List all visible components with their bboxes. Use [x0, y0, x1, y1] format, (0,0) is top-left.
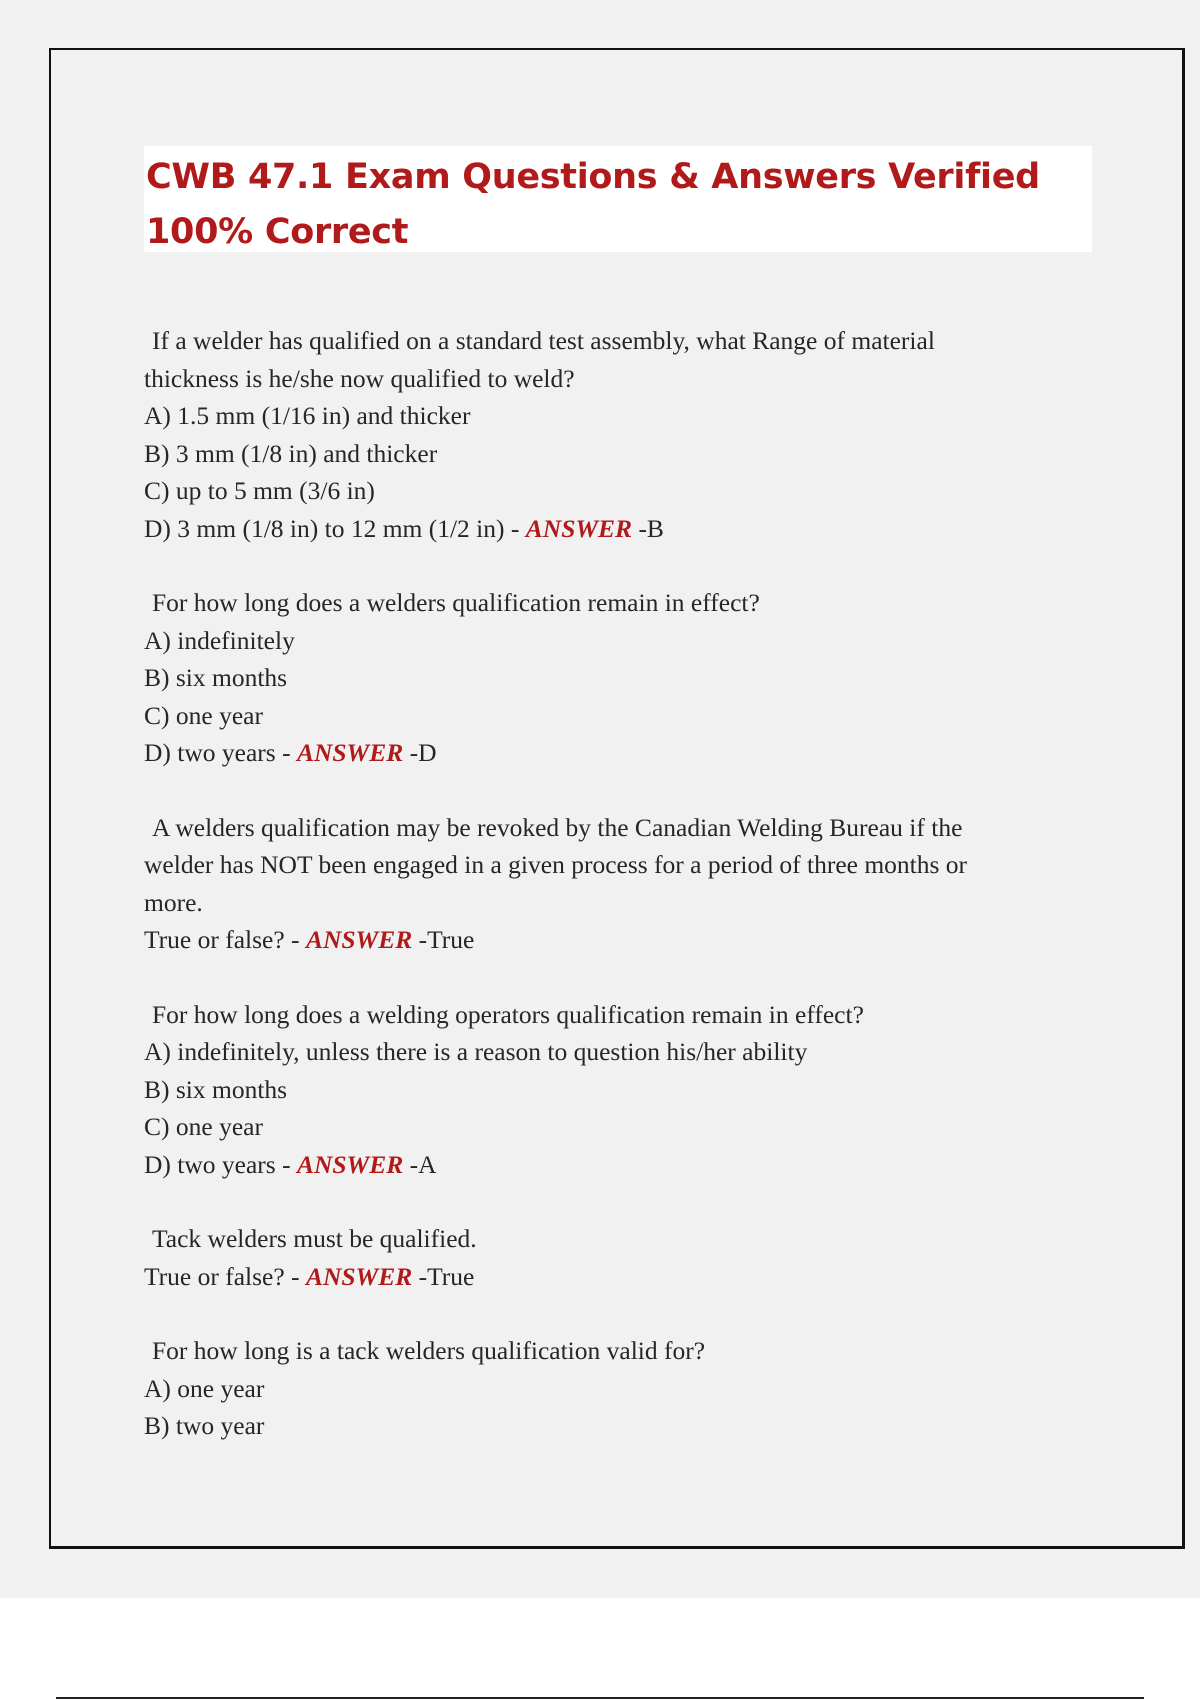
answer-label: ANSWER	[525, 513, 633, 543]
answer-label: ANSWER	[305, 925, 413, 954]
answer-option: C) one year	[144, 1112, 263, 1141]
answer-line	[144, 1258, 1084, 1296]
answer-option: C) up to 5 mm (3/6 in)	[144, 476, 375, 505]
answer-line	[144, 1146, 1084, 1184]
question-text: For how long does a welding operators qualification remain in effect?	[152, 999, 864, 1029]
question-block	[144, 322, 1084, 547]
answer-option: C) one year	[144, 700, 263, 730]
answer-option: D) 3 mm (1/8 in) to 12 mm (1/2 in) -	[144, 513, 526, 543]
answer-line	[144, 921, 1084, 959]
answer-option: B) two year	[144, 1411, 265, 1440]
question-block	[144, 996, 1084, 1184]
footer-rule	[56, 1697, 1144, 1699]
title-box	[144, 146, 1092, 252]
question-text: For how long does a welders qualification remain in effect?	[152, 588, 760, 617]
question-text: Tack welders must be qualified.	[152, 1224, 477, 1253]
title-line-1: CWB 47.1 Exam Questions & Answers Verified	[146, 157, 1040, 197]
question-text: more.	[144, 887, 203, 917]
title-line-2: 100% Correct	[146, 212, 409, 252]
question-text: welder has NOT been engaged in a given process for a period of three months or	[144, 850, 968, 879]
qa-content	[144, 322, 1084, 1482]
answer-value: -D	[403, 738, 437, 767]
answer-line	[144, 510, 1084, 548]
answer-value: -True	[412, 1261, 475, 1291]
answer-prompt: True or false? -	[144, 925, 306, 954]
answer-option: A) 1.5 mm (1/16 in) and thicker	[144, 401, 471, 430]
answer-option: B) six months	[144, 663, 288, 692]
question-block	[144, 1220, 1084, 1295]
answer-prompt: True or false? -	[144, 1261, 306, 1291]
document-title	[146, 150, 1092, 260]
answer-option: A) indefinitely, unless there is a reason to question his/her ability	[144, 1037, 808, 1066]
question-text: A welders qualification may be revoked by the Canadian Welding Bureau if the	[152, 812, 963, 842]
answer-value: -B	[632, 513, 664, 543]
question-text: For how long is a tack welders qualification valid for?	[152, 1336, 706, 1365]
question-text: thickness is he/she now qualified to weld?	[144, 363, 575, 393]
answer-option: B) 3 mm (1/8 in) and thicker	[144, 438, 438, 468]
answer-option: D) two years -	[144, 738, 297, 767]
question-text: If a welder has qualified on a standard test assembly, what Range of material	[152, 326, 935, 355]
question-block	[144, 584, 1084, 772]
answer-option: A) indefinitely	[144, 625, 295, 655]
answer-option: A) one year	[144, 1373, 265, 1403]
answer-option: D) two years -	[144, 1149, 297, 1179]
answer-line	[144, 734, 1084, 772]
answer-value: -A	[403, 1149, 437, 1179]
answer-value: -True	[412, 925, 475, 954]
question-block	[144, 809, 1084, 959]
answer-label: ANSWER	[296, 1149, 404, 1179]
question-block	[144, 1332, 1084, 1445]
answer-label: ANSWER	[296, 738, 404, 767]
answer-label: ANSWER	[305, 1261, 413, 1291]
answer-option: B) six months	[144, 1074, 288, 1104]
